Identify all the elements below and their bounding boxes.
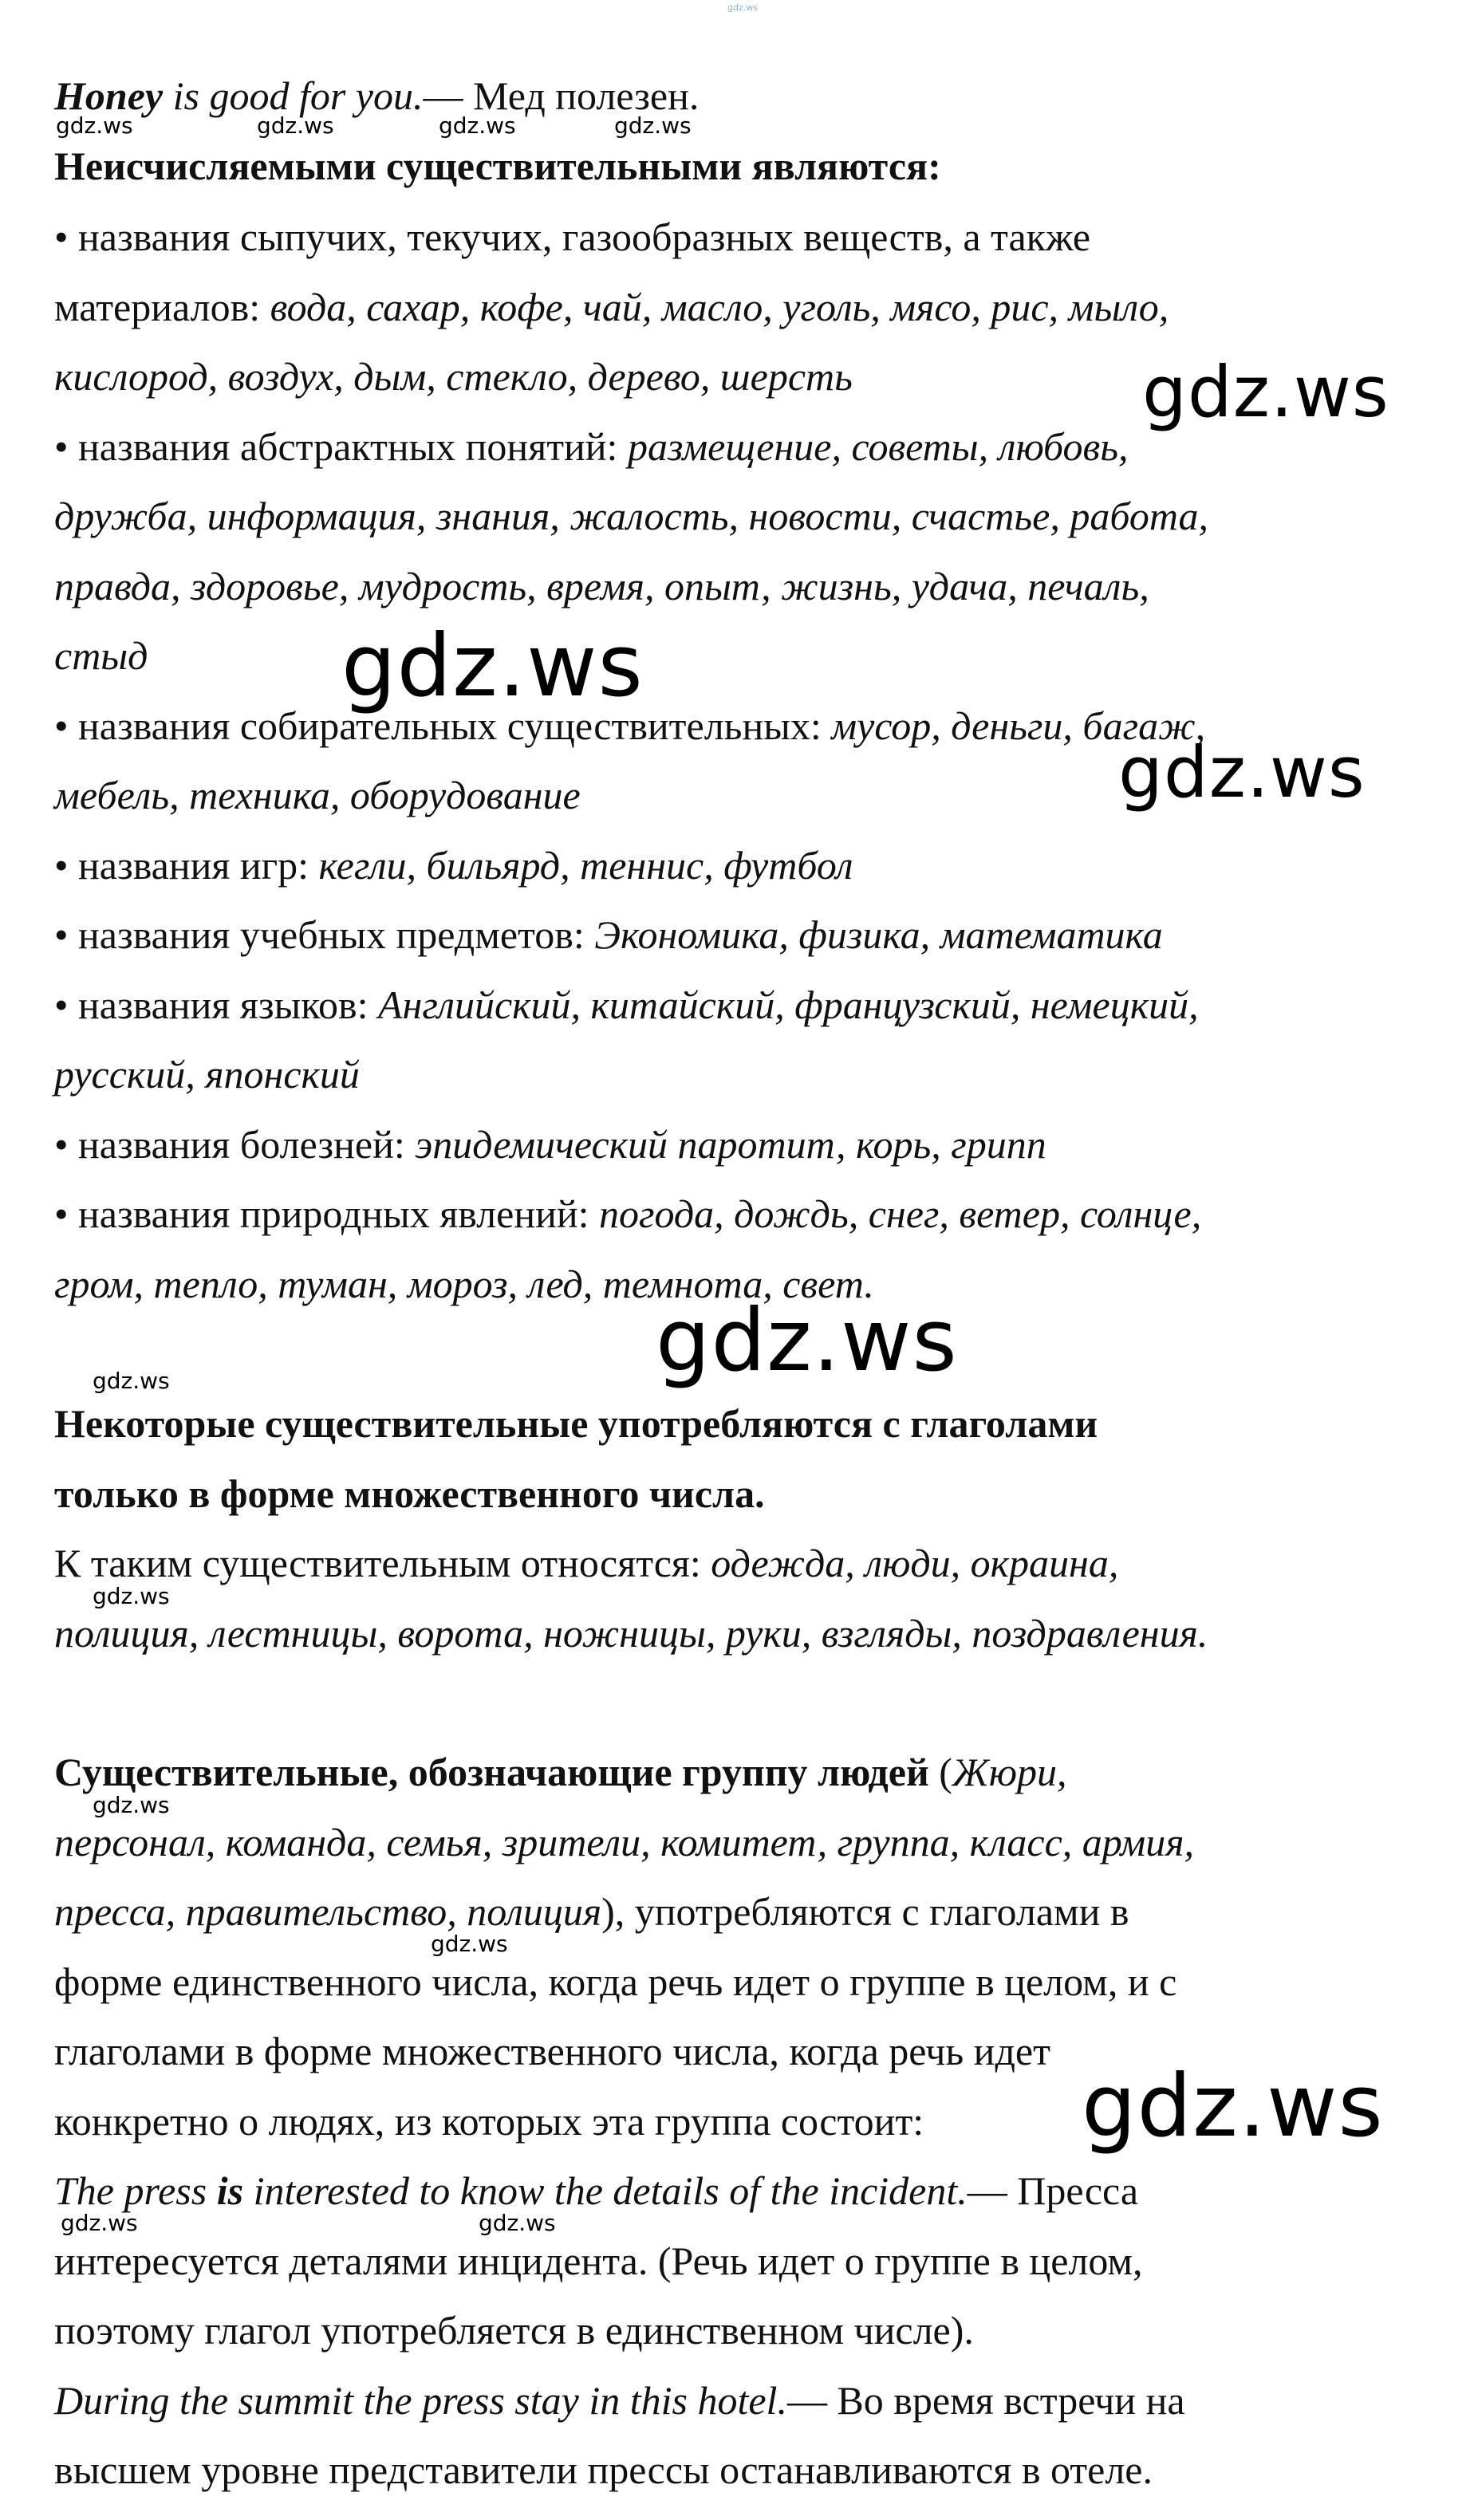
- text-italic: interested to know the details of the incident.: [243, 2168, 968, 2213]
- watermark-large: gdz.ws: [656, 1291, 958, 1391]
- example-press-singular-translation: интересуется деталями инцидента. (Речь идет о группе в целом,: [54, 2238, 1143, 2283]
- section-heading-plural-verbs: Некоторые существительные употребляются с глаголами: [54, 1401, 1098, 1446]
- bullet-abstract: [54, 424, 1129, 469]
- text-italic: Жюри,: [952, 1750, 1067, 1794]
- bullet-nature: [54, 1191, 1202, 1236]
- collective-nouns-rule: [54, 1889, 1129, 1934]
- plural-nouns-list: полиция, лестницы, ворота, ножницы, руки, взгляды, поздравления.: [54, 1611, 1208, 1656]
- collective-nouns-list: персонал, команда, семья, зрители, комитет, группа, класс, армия,: [54, 1820, 1194, 1864]
- text-normal: К таким существительным относятся:: [54, 1541, 711, 1585]
- collective-nouns-rule-cont: форме единственного числа, когда речь идет о группе в целом, и с: [54, 1959, 1177, 2004]
- text-normal: • названия природных явлений:: [54, 1191, 599, 1236]
- example-press-plural: [54, 2378, 1185, 2423]
- bullet-languages-cont: русский, японский: [54, 1052, 360, 1097]
- watermark-large: gdz.ws: [1082, 2057, 1384, 2156]
- bullet-substances-cont2: кислород, воздух, дым, стекло, дерево, шерсть: [54, 354, 853, 399]
- watermark-small: gdz.ws: [93, 1583, 170, 1609]
- text-normal: • названия собирательных существительных:: [54, 703, 832, 748]
- bullet-nature-cont: гром, тепло, туман, мороз, лед, темнота, свет.: [54, 1262, 874, 1306]
- text-italic: вода, сахар, кофе, чай, масло, уголь, мясо, рис, мыло,: [270, 285, 1169, 329]
- bullet-collective: [54, 703, 1206, 748]
- watermark-small: gdz.ws: [93, 1792, 170, 1818]
- text-italic: During the summit the press stay in this hotel.: [54, 2378, 787, 2423]
- watermark-small: gdz.ws: [431, 1931, 508, 1957]
- text-normal: — Во время встречи на: [786, 2378, 1185, 2423]
- section-heading-uncountable: Неисчисляемыми существительными являются:: [54, 144, 941, 188]
- example-honey: [54, 73, 700, 118]
- collective-nouns-heading: [54, 1752, 1066, 1792]
- text-normal: • названия болезней:: [54, 1122, 416, 1167]
- watermark-large: gdz.ws: [341, 616, 644, 716]
- example-honey-ru: — Мед полезен.: [423, 73, 700, 118]
- watermark-small: gdz.ws: [479, 2210, 556, 2236]
- text-normal: ), употребляются с глаголами в: [601, 1889, 1129, 1934]
- text-normal: — Пресса: [967, 2168, 1139, 2213]
- text-italic: Английский, китайский, французский, немецкий,: [377, 982, 1199, 1027]
- collective-nouns-rule-cont2: глаголами в форме множественного числа, когда речь идет: [54, 2029, 1050, 2073]
- text-normal: (: [928, 1750, 952, 1794]
- text-italic: кегли, бильярд, теннис, футбол: [318, 843, 853, 888]
- bullet-substances: • названия сыпучих, текучих, газообразных веществ, а также: [54, 215, 1091, 259]
- text-italic: The press: [54, 2168, 217, 2213]
- example-press-singular: [54, 2168, 1139, 2213]
- example-honey-en: is good for you.: [163, 73, 424, 118]
- watermark-small: gdz.ws: [257, 112, 334, 139]
- bullet-substances-cont: [54, 287, 1169, 327]
- bullet-games: [54, 843, 853, 888]
- text-bold-italic: is: [216, 2168, 244, 2213]
- text-normal: материалов:: [54, 285, 270, 329]
- example-press-plural-translation: высшем уровне представители прессы останавливаются в отеле.: [54, 2447, 1153, 2492]
- text-italic: размещение, советы, любовь,: [627, 424, 1129, 469]
- bullet-abstract-cont2: правда, здоровье, мудрость, время, опыт, жизнь, удача, печаль,: [54, 564, 1149, 608]
- watermark-large: gdz.ws: [1118, 731, 1366, 813]
- watermark-small: gdz.ws: [439, 112, 516, 139]
- text-italic: одежда, люди, окраина,: [711, 1541, 1119, 1585]
- section-heading-plural-verbs-cont: только в форме множественного числа.: [54, 1471, 765, 1516]
- watermark-small: gdz.ws: [61, 2210, 138, 2236]
- collective-nouns-rule-cont3: конкретно о людях, из которых эта группа состоит:: [54, 2099, 924, 2144]
- text-italic: эпидемический паротит, корь, грипп: [415, 1122, 1046, 1167]
- bullet-languages: [54, 982, 1199, 1027]
- watermark-small: gdz.ws: [614, 112, 692, 139]
- text-italic: погода, дождь, снег, ветер, солнце,: [598, 1191, 1202, 1236]
- watermark-large: gdz.ws: [1142, 351, 1389, 433]
- watermark-small: gdz.ws: [93, 1368, 170, 1394]
- bullet-collective-cont: мебель, техника, оборудование: [54, 773, 581, 817]
- text-italic: Экономика, физика, математика: [594, 912, 1163, 957]
- text-normal: • названия игр:: [54, 843, 319, 888]
- word-honey: Honey: [54, 73, 164, 118]
- watermark-top: gdz.ws: [727, 2, 758, 13]
- text-normal: • названия абстрактных понятий:: [54, 424, 628, 469]
- text-italic: мусор, деньги, багаж,: [831, 703, 1206, 748]
- bullet-abstract-cont3: стыд: [54, 633, 148, 678]
- text-italic: пресса, правительство, полиция: [54, 1889, 602, 1934]
- example-press-singular-note: поэтому глагол употребляется в единственном числе).: [54, 2308, 974, 2353]
- bullet-diseases: [54, 1122, 1046, 1167]
- text-normal: • названия учебных предметов:: [54, 912, 595, 957]
- watermark-small: gdz.ws: [56, 112, 133, 139]
- text-bold: Существительные, обозначающие группу людей: [54, 1750, 929, 1794]
- bullet-subjects: [54, 912, 1163, 957]
- plural-nouns-intro: [54, 1543, 1118, 1583]
- text-normal: • названия языков:: [54, 982, 378, 1027]
- bullet-abstract-cont: дружба, информация, знания, жалость, новости, счастье, работа,: [54, 494, 1209, 538]
